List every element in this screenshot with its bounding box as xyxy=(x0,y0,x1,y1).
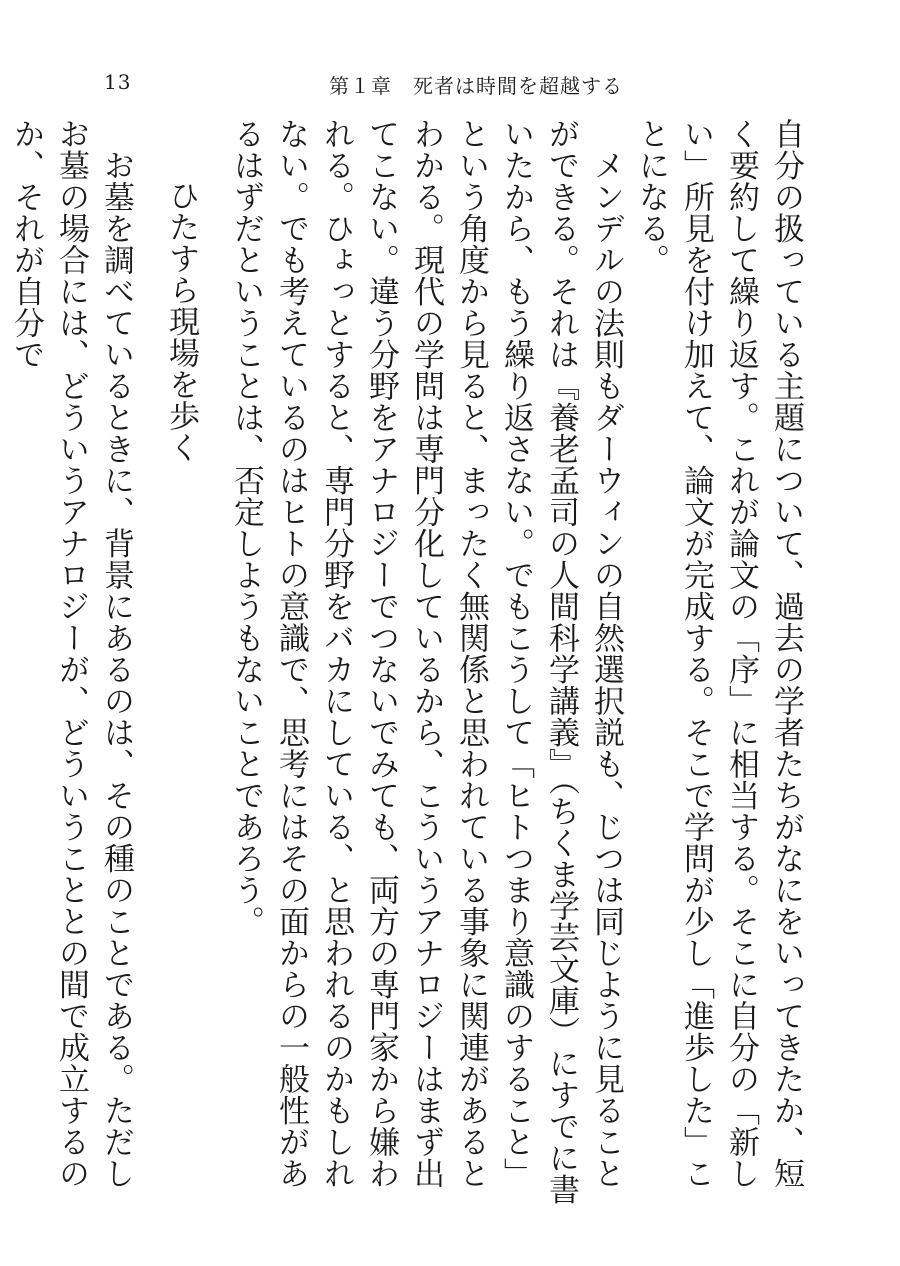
paragraph: メンデルの法則もダーウィンの自然選択説も、じつは同じように見ることができる。それは『養老孟司の人間科学講義』（ちくま学芸文庫）にすでに書いたから、もう繰り返さない。でもこうして「ヒトつまり意識のすること」という角度から見ると、まったく無関係と思われている事象に関連があるとわかる。現代の学問は専門分化しているから、こういうアナロジーはまず出てこない。違う分野をアナロジーでつないでみても、両方の専門家から嫌われる。ひょっとすると、専門分野をバカにしている、と思われるのかもしれない。でも考えているのはヒトの意識で、思考にはその面からの一般性があるはずだということは、否定しようもないことであろう。 xyxy=(228,118,624,1205)
body-text xyxy=(8,118,808,1218)
running-head: 第１章 死者は時間を超越する xyxy=(329,74,623,98)
paragraph: お墓を調べているときに、背景にあるのは、その種のことである。ただしお墓の場合には、どういうアナロジーが、どういうこととの間で成立するのか、それが自分で xyxy=(8,118,134,1189)
page-number: 13 xyxy=(104,70,132,94)
paragraph: 自分の扱っている主題について、過去の学者たちがなにをいってきたか、短く要約して繰り返す。これが論文の「序」に相当する。そこに自分の「新しい」所見を付け加えて、論文が完成する。そこで学問が少し「進歩した」ことになる。 xyxy=(633,118,804,1189)
section-heading: ひたすら現場を歩く xyxy=(163,148,199,463)
